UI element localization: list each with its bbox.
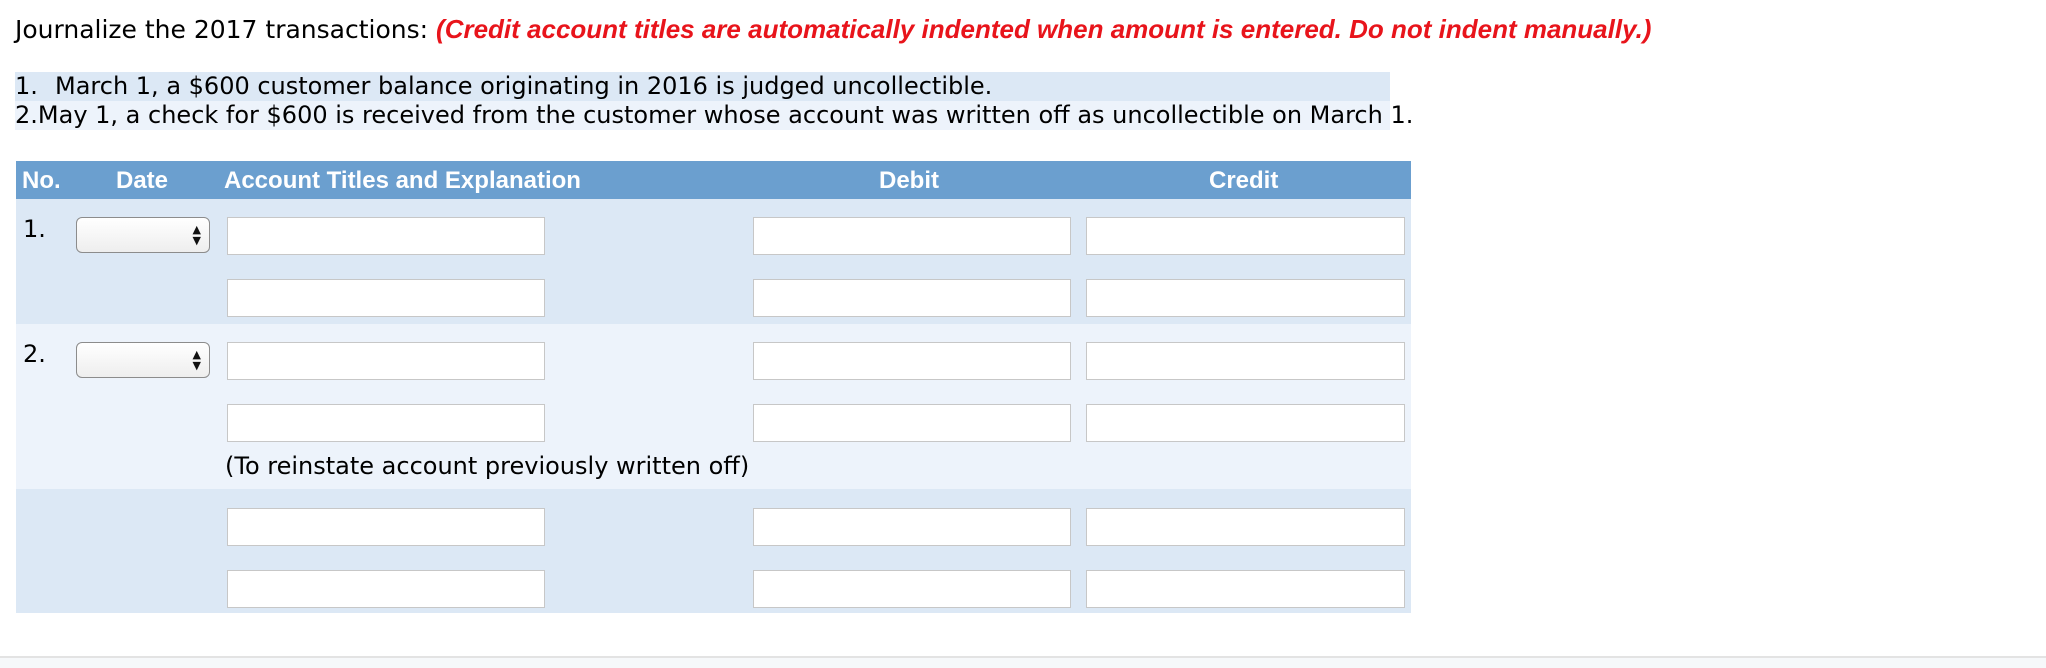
up-down-arrows-icon: ▲ ▼ (192, 223, 201, 247)
journal-entry-1 (16, 199, 1411, 324)
debit-input[interactable] (753, 404, 1071, 442)
journal-entry-3 (16, 489, 1411, 613)
transaction-number: 2. (15, 101, 38, 129)
credit-input[interactable] (1086, 279, 1405, 317)
journal-table (16, 161, 1411, 613)
up-down-arrows-icon: ▲ ▼ (192, 348, 201, 372)
debit-input[interactable] (753, 508, 1071, 546)
journal-entry-2 (16, 324, 1411, 489)
header-debit: Debit (879, 167, 939, 194)
instruction-text: Journalize the 2017 transactions: (15, 15, 437, 44)
transaction-text: May 1, a check for $600 is received from the customer whose account was written off as uncollectible on March 1. (37, 101, 1414, 129)
account-title-input[interactable] (227, 279, 545, 317)
account-title-input[interactable] (227, 217, 545, 255)
credit-input[interactable] (1086, 508, 1405, 546)
debit-input[interactable] (753, 279, 1071, 317)
account-title-input[interactable] (227, 342, 545, 380)
account-title-input[interactable] (227, 508, 545, 546)
header-credit: Credit (1209, 167, 1279, 194)
credit-input[interactable] (1086, 342, 1405, 380)
date-select[interactable] (76, 342, 210, 378)
transaction-list (15, 72, 1414, 130)
debit-input[interactable] (753, 570, 1071, 608)
instruction (15, 14, 1651, 45)
entry-number: 2. (23, 340, 46, 368)
credit-input[interactable] (1086, 217, 1405, 255)
credit-input[interactable] (1086, 404, 1405, 442)
header-date: Date (116, 167, 169, 194)
debit-input[interactable] (753, 342, 1071, 380)
footer-band (0, 658, 2046, 668)
transaction-number: 1. (15, 72, 38, 100)
instruction-note: (Credit account titles are automatically indented when amount is entered. Do not indent manually.) (436, 14, 1652, 44)
date-select[interactable] (76, 217, 210, 253)
transaction-item (15, 72, 1390, 101)
entry-number: 1. (23, 215, 46, 243)
transaction-text: March 1, a $600 customer balance originating in 2016 is judged uncollectible. (55, 72, 993, 100)
transaction-item (15, 101, 1414, 130)
credit-input[interactable] (1086, 570, 1405, 608)
header-account: Account Titles and Explanation (224, 167, 581, 194)
account-title-input[interactable] (227, 404, 545, 442)
journal-header (16, 161, 1411, 199)
debit-input[interactable] (753, 217, 1071, 255)
account-title-input[interactable] (227, 570, 545, 608)
header-no: No. (22, 167, 61, 194)
entry-explanation: (To reinstate account previously written off) (225, 452, 750, 480)
